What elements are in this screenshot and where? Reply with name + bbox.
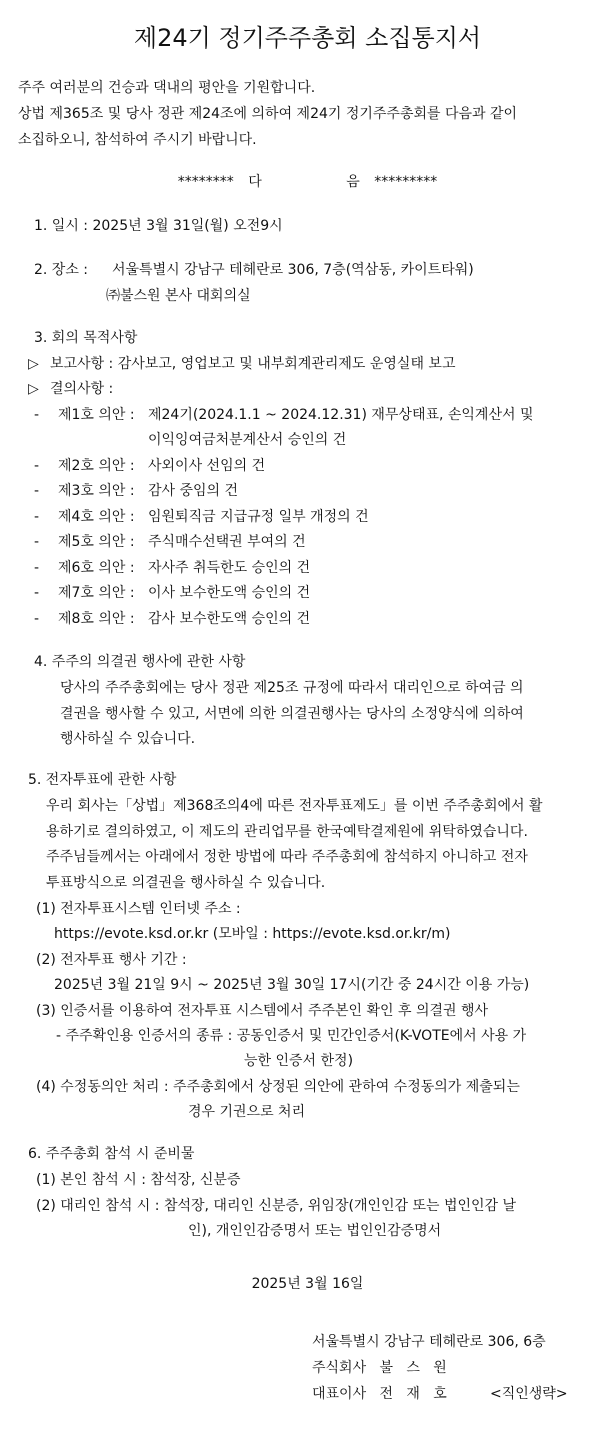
company-address: 서울특별시 강남구 테헤란로 306, 6층: [312, 1334, 546, 1350]
report-marker: ▷: [28, 356, 39, 372]
evote-cert-types: - 주주확인용 인증서의 종류 : 공동인증서 및 민간인증서(K-VOTE에서 사용 가: [56, 1028, 527, 1044]
agenda-3-dash: -: [34, 483, 40, 499]
agenda-1-text-cont: 이익잉여금처분계산서 승인의 건: [148, 432, 347, 448]
agenda-1-dash: -: [34, 407, 40, 423]
dahm-left: 다: [248, 174, 262, 190]
agenda-6-dash: -: [34, 560, 40, 576]
agenda-1-no: 제1호 의안 :: [58, 407, 135, 423]
resolution-label: 결의사항 :: [50, 381, 114, 397]
agenda-1-text: 제24기(2024.1.1 ~ 2024.12.31) 재무상태표, 손익계산서 및: [148, 407, 534, 423]
evote-cert-types-cont: 능한 인증서 한정): [244, 1053, 354, 1069]
resolution-marker: ▷: [28, 381, 39, 397]
agenda-8-no: 제8호 의안 :: [58, 611, 135, 627]
intro-line-2: 상법 제365조 및 당사 정관 제24조에 의하여 제24기 정기주주총회를 다음과 같이: [18, 106, 518, 122]
section-5-line-4: 투표방식으로 의결권을 행사하실 수 있습니다.: [46, 875, 326, 891]
section-5-heading: 5. 전자투표에 관한 사항: [28, 772, 177, 788]
prep-item-1: (1) 본인 참석 시 : 참석장, 신분증: [36, 1172, 241, 1188]
dahm-divider: [0, 172, 615, 192]
agenda-4-dash: -: [34, 509, 40, 525]
section-4-line-1: 당사의 주주총회에는 당사 정관 제25조 규정에 따라서 대리인으로 하여금 의: [60, 680, 524, 696]
agenda-3-text: 감사 중임의 건: [148, 483, 239, 499]
agenda-8-dash: -: [34, 611, 40, 627]
page-title: 제24기 정기주주총회 소집통지서: [133, 24, 482, 52]
ceo-name: 대표이사 전 재 호: [312, 1386, 447, 1402]
evote-period: 2025년 3월 21일 9시 ~ 2025년 3월 30일 17시(기간 중 24시간 이용 가능): [54, 977, 530, 993]
agenda-2-text: 사외이사 선임의 건: [148, 458, 266, 474]
agenda-4-no: 제4호 의안 :: [58, 509, 135, 525]
section-2-venue: ㈜불스원 본사 대회의실: [106, 288, 251, 304]
section-5-line-2: 용하기로 결의하였고, 이 제도의 관리업무를 한국예탁결제원에 위탁하였습니다.: [46, 824, 528, 840]
dahm-stars-right: *********: [374, 174, 438, 190]
prep-item-2-cont: 인), 개인인감증명서 또는 법인인감증명서: [188, 1223, 442, 1239]
agenda-4-text: 임원퇴직금 지급규정 일부 개정의 건: [148, 509, 369, 525]
evote-item-3: (3) 인증서를 이용하여 전자투표 시스템에서 주주본인 확인 후 의결권 행사: [36, 1003, 489, 1019]
agenda-2-dash: -: [34, 458, 40, 474]
evote-url: https://evote.ksd.or.kr (모바일 : https://evote.ksd.or.kr/m): [54, 926, 451, 942]
company-name: 주식회사 불 스 원: [312, 1360, 447, 1376]
report-items: 보고사항 : 감사보고, 영업보고 및 내부회계관리제도 운영실태 보고: [50, 356, 456, 372]
agenda-2-no: 제2호 의안 :: [58, 458, 135, 474]
evote-item-2: (2) 전자투표 행사 기간 :: [36, 952, 187, 968]
section-1-date: 1. 일시 : 2025년 3월 31일(월) 오전9시: [34, 218, 283, 234]
agenda-5-no: 제5호 의안 :: [58, 534, 135, 550]
section-4-heading: 4. 주주의 의결권 행사에 관한 사항: [34, 654, 246, 670]
agenda-8-text: 감사 보수한도액 승인의 건: [148, 611, 311, 627]
agenda-7-dash: -: [34, 585, 40, 601]
section-2-label: 2. 장소 :: [34, 262, 89, 278]
seal-omitted-note: <직인생략>: [490, 1386, 568, 1402]
section-6-heading: 6. 주주총회 참석 시 준비물: [28, 1146, 195, 1162]
section-5-line-1: 우리 회사는「상법」제368조의4에 따른 전자투표제도」를 이번 주주총회에서 활: [46, 798, 543, 814]
evote-item-4: (4) 수정동의안 처리 : 주주총회에서 상정된 의안에 관하여 수정동의가 제출되는: [36, 1079, 520, 1095]
evote-item-1: (1) 전자투표시스템 인터넷 주소 :: [36, 901, 241, 917]
section-3-heading: 3. 회의 목적사항: [34, 330, 138, 346]
agenda-3-no: 제3호 의안 :: [58, 483, 135, 499]
notice-date: 2025년 3월 16일: [251, 1276, 364, 1292]
agenda-5-text: 주식매수선택권 부여의 건: [148, 534, 306, 550]
agenda-6-no: 제6호 의안 :: [58, 560, 135, 576]
agenda-7-no: 제7호 의안 :: [58, 585, 135, 601]
agenda-6-text: 자사주 취득한도 승인의 건: [148, 560, 311, 576]
dahm-stars-left: ********: [177, 174, 234, 190]
section-4-line-3: 행사하실 수 있습니다.: [60, 731, 196, 747]
section-2-address: 서울특별시 강남구 테헤란로 306, 7층(역삼동, 카이트타워): [112, 262, 474, 278]
section-4-line-2: 결권을 행사할 수 있고, 서면에 의한 의결권행사는 당사의 소정양식에 의하여: [60, 706, 524, 722]
intro-line-3: 소집하오니, 참석하여 주시기 바랍니다.: [18, 132, 257, 148]
evote-item-4-cont: 경우 기권으로 처리: [188, 1104, 306, 1120]
section-5-line-3: 주주님들께서는 아래에서 정한 방법에 따라 주주총회에 참석하지 아니하고 전자: [46, 849, 528, 865]
agenda-5-dash: -: [34, 534, 40, 550]
dahm-right: 음: [346, 174, 360, 190]
prep-item-2: (2) 대리인 참석 시 : 참석장, 대리인 신분증, 위임장(개인인감 또는 법인인감 날: [36, 1198, 517, 1214]
intro-line-1: 주주 여러분의 건승과 댁내의 평안을 기원합니다.: [18, 80, 316, 96]
agenda-7-text: 이사 보수한도액 승인의 건: [148, 585, 311, 601]
